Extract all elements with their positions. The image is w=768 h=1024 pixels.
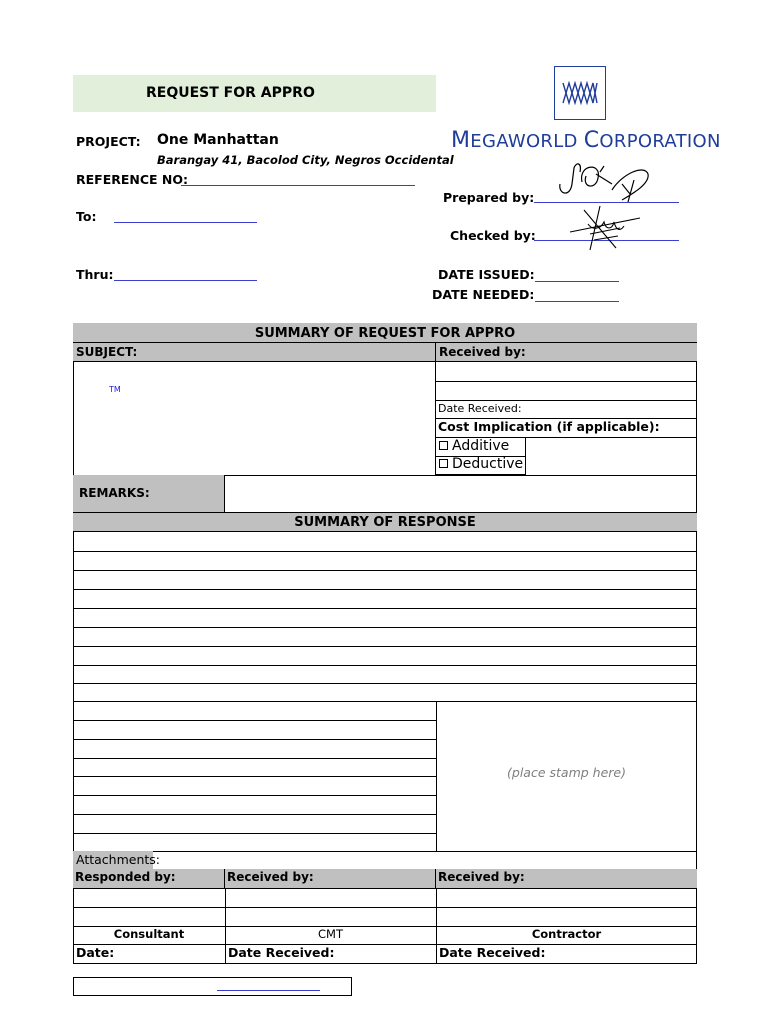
attachments-label: Attachments: <box>73 851 153 869</box>
attachments-field[interactable] <box>153 851 697 869</box>
date-received-label: Date Received: <box>438 402 522 415</box>
stamp-placeholder: (place stamp here) <box>507 765 626 780</box>
additive-label: Additive <box>452 438 510 454</box>
cmt-date-received-label: Date Received: <box>228 945 335 960</box>
tm-mark: TM <box>109 385 121 394</box>
prepared-by-label: Prepared by: <box>443 190 535 205</box>
document-title: REQUEST FOR APPRO <box>146 85 315 101</box>
responded-by-label: Responded by: <box>73 869 225 888</box>
remarks-field[interactable] <box>225 475 697 512</box>
reference-label: REFERENCE NO: <box>76 172 189 187</box>
response-header: SUMMARY OF RESPONSE <box>73 512 697 532</box>
footer-field[interactable] <box>217 990 320 991</box>
checked-by-signature <box>560 200 650 256</box>
cmt-received-by-label: Received by: <box>225 869 436 888</box>
title-banner <box>73 75 436 112</box>
checkbox-icon <box>439 459 448 468</box>
consultant-date-label: Date: <box>76 945 115 960</box>
remarks-label: REMARKS: <box>73 475 225 512</box>
cost-implication-label: Cost Implication (if applicable): <box>438 419 660 434</box>
date-issued-label: DATE ISSUED: <box>438 267 535 282</box>
cmt-signature-field[interactable] <box>225 888 436 926</box>
cmt-label: CMT <box>318 927 343 941</box>
thru-field[interactable] <box>114 280 257 281</box>
checkbox-icon <box>439 441 448 450</box>
summary-header: SUMMARY OF REQUEST FOR APPRO <box>73 323 697 343</box>
subject-label: SUBJECT: <box>73 343 436 362</box>
request-form-table <box>73 323 697 964</box>
project-address: Barangay 41, Bacolod City, Negros Occidental <box>157 153 454 167</box>
to-field[interactable] <box>114 222 257 223</box>
date-needed-label: DATE NEEDED: <box>432 287 535 302</box>
subject-field[interactable] <box>73 362 436 475</box>
additive-checkbox[interactable] <box>439 438 509 454</box>
to-label: To: <box>76 209 97 224</box>
contractor-signature-field[interactable] <box>436 888 697 926</box>
prepared-by-signature <box>552 154 662 206</box>
consultant-label: Consultant <box>113 927 185 941</box>
consultant-signature-field[interactable] <box>73 888 225 926</box>
project-label: PROJECT: <box>76 134 141 149</box>
date-needed-field[interactable] <box>535 301 619 302</box>
deductive-label: Deductive <box>452 456 524 472</box>
megaworld-logo-icon <box>554 66 606 120</box>
project-name: One Manhattan <box>157 132 279 148</box>
checked-by-label: Checked by: <box>450 228 536 243</box>
contractor-label: Contractor <box>531 927 602 941</box>
company-name: MEGAWORLD CORPORATION <box>451 128 721 153</box>
response-field[interactable] <box>73 532 697 701</box>
contractor-received-by-label: Received by: <box>436 869 697 888</box>
thru-label: Thru: <box>76 267 114 282</box>
deductive-checkbox[interactable] <box>439 456 523 472</box>
footer-box <box>73 977 352 996</box>
contractor-date-received-label: Date Received: <box>439 945 546 960</box>
reference-field[interactable] <box>181 185 415 186</box>
received-by-label: Received by: <box>436 343 697 362</box>
stamp-area[interactable] <box>436 701 697 851</box>
date-issued-field[interactable] <box>535 281 619 282</box>
